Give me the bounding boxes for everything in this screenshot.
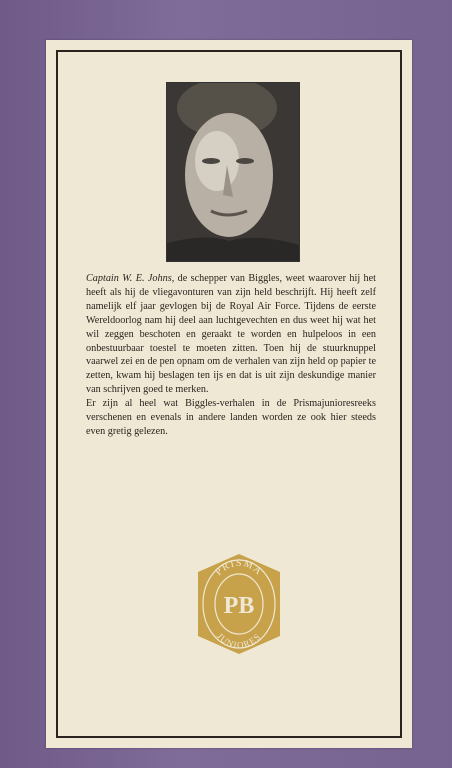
seal-monogram: PB <box>223 593 255 619</box>
bio-paragraph-1 <box>86 272 376 397</box>
seal-bottom-text: JUNIORES <box>215 631 263 651</box>
prisma-juniores-seal <box>194 552 284 656</box>
portrait-image <box>167 83 299 261</box>
back-cover-panel <box>46 40 412 748</box>
bio-paragraph-2: Er zijn al heel wat Biggles-verhalen in de Prismajunioresreeks verschenen en evenals in andere landen worden ze ook hier steeds even gretig gelezen. <box>86 398 376 437</box>
author-biography <box>86 272 376 439</box>
seal-emblem <box>194 552 284 656</box>
seal-top-text: PRISMA <box>213 557 265 578</box>
author-name: Captain W. E. Johns <box>86 273 172 284</box>
bio-paragraph-1-text: , de schepper van Biggles, weet waarover hij het heeft als hij de vliegavonturen van zijn held beschrijft. Hij heeft zelf namelijk elf jaar gevlogen bij de Royal Air Force. Tijdens de eerste Wereldoorlog nam hij deel aan luchtgevechten en dus weet hij wat het wil zeggen beschoten en geraakt te worden en hulpeloos in een onbestuurbaar toestel te moeten zitten. Toen hij de stuurknuppel vaarwel zei en de pen opnam om de verhalen van zijn held op papier te zetten, kwam hij beslagen ten ijs en dat is uit zijn deskundige manier van schrijven goed te merken. <box>86 273 377 396</box>
author-portrait <box>166 82 300 262</box>
